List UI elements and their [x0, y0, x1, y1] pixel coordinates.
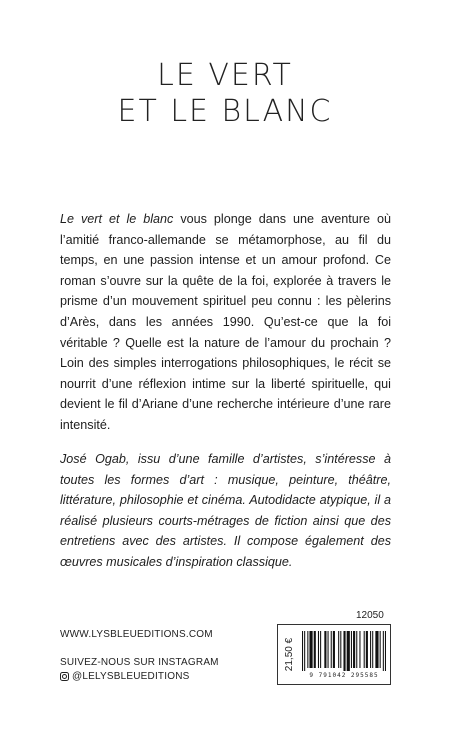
- barcode-bar: [385, 631, 386, 671]
- barcode-bar: [351, 631, 352, 668]
- reference-number: 12050: [356, 610, 384, 621]
- author-bio: José Ogab, issu d’une famille d’artistes, s’intéresse à toutes les formes d’art : musique, peinture, théâtre, littérature, philosophie et cinéma. Autodidacte atypique, il a réalisé plusieurs courts-métrages de fiction ainsi que des entretiens avec des artistes. Il compose également des œuvres musicales d’inspiration classique.: [60, 452, 391, 569]
- barcode-bar: [314, 631, 316, 668]
- barcode: [302, 631, 386, 671]
- instagram-handle: @LELYSBLEUEDITIONS: [72, 671, 190, 682]
- barcode-bar: [333, 631, 335, 668]
- instagram-icon: [60, 672, 69, 681]
- barcode-bar: [370, 631, 371, 668]
- barcode-bar: [302, 631, 303, 671]
- barcode-bar: [372, 631, 373, 668]
- barcode-bar: [380, 631, 381, 668]
- book-title: [0, 58, 450, 130]
- barcode-bar: [318, 631, 319, 668]
- barcode-bar: [331, 631, 332, 668]
- barcode-bar: [304, 631, 305, 671]
- barcode-bar: [356, 631, 357, 668]
- barcode-bar: [366, 631, 368, 668]
- isbn-number: 9 791042 295585: [309, 672, 379, 679]
- barcode-bar: [375, 631, 378, 668]
- barcode-bar: [383, 631, 384, 671]
- price-label: 21,50 €: [284, 637, 296, 672]
- barcode-bar: [324, 631, 326, 668]
- price-label-wrap: [282, 625, 298, 684]
- barcode-bar: [343, 631, 345, 671]
- barcode-bar: [309, 631, 312, 668]
- instagram-follow-text: SUIVEZ-NOUS SUR INSTAGRAM: [60, 657, 219, 668]
- barcode-bar: [364, 631, 365, 668]
- barcode-bar: [353, 631, 355, 668]
- book-summary: [60, 209, 391, 436]
- barcode-bar: [340, 631, 341, 668]
- barcode-bar: [338, 631, 339, 668]
- summary-italic-title: Le vert et le blanc: [60, 212, 174, 226]
- barcode-bar: [359, 631, 360, 668]
- summary-text: vous plonge dans une aventure où l’amitié franco-allemande se métamorphose, au fil du temps, en une passion intense et un amour profond. Ce roman s’ouvre sur la quête de la foi, explorée à travers le prisme d’un mouvement spirituel peu connu : les pèlerins d’Arès, dans les années 1990. Qu’est-ce que la foi véritable ? Quelle est la nature de l’amour du prochain ? Loin des simples interrogations philosophiques, le récit se nourrit d’une réflexion intime sur la liberté spirituelle, qui devient le fil d’Ariane d’une recherche intérieure d’une rare intensité.: [60, 212, 391, 432]
- barcode-bar: [320, 631, 321, 668]
- title-line-2: ET LE BLANC: [117, 94, 333, 129]
- barcode-bar: [307, 631, 308, 668]
- publisher-website[interactable]: WWW.LYSBLEUEDITIONS.COM: [60, 629, 213, 640]
- barcode-bar: [328, 631, 329, 668]
- barcode-bar: [347, 631, 350, 671]
- barcode-box: [277, 624, 391, 685]
- title-line-1: LE VERT: [157, 58, 293, 93]
- instagram-handle-row[interactable]: [60, 671, 190, 682]
